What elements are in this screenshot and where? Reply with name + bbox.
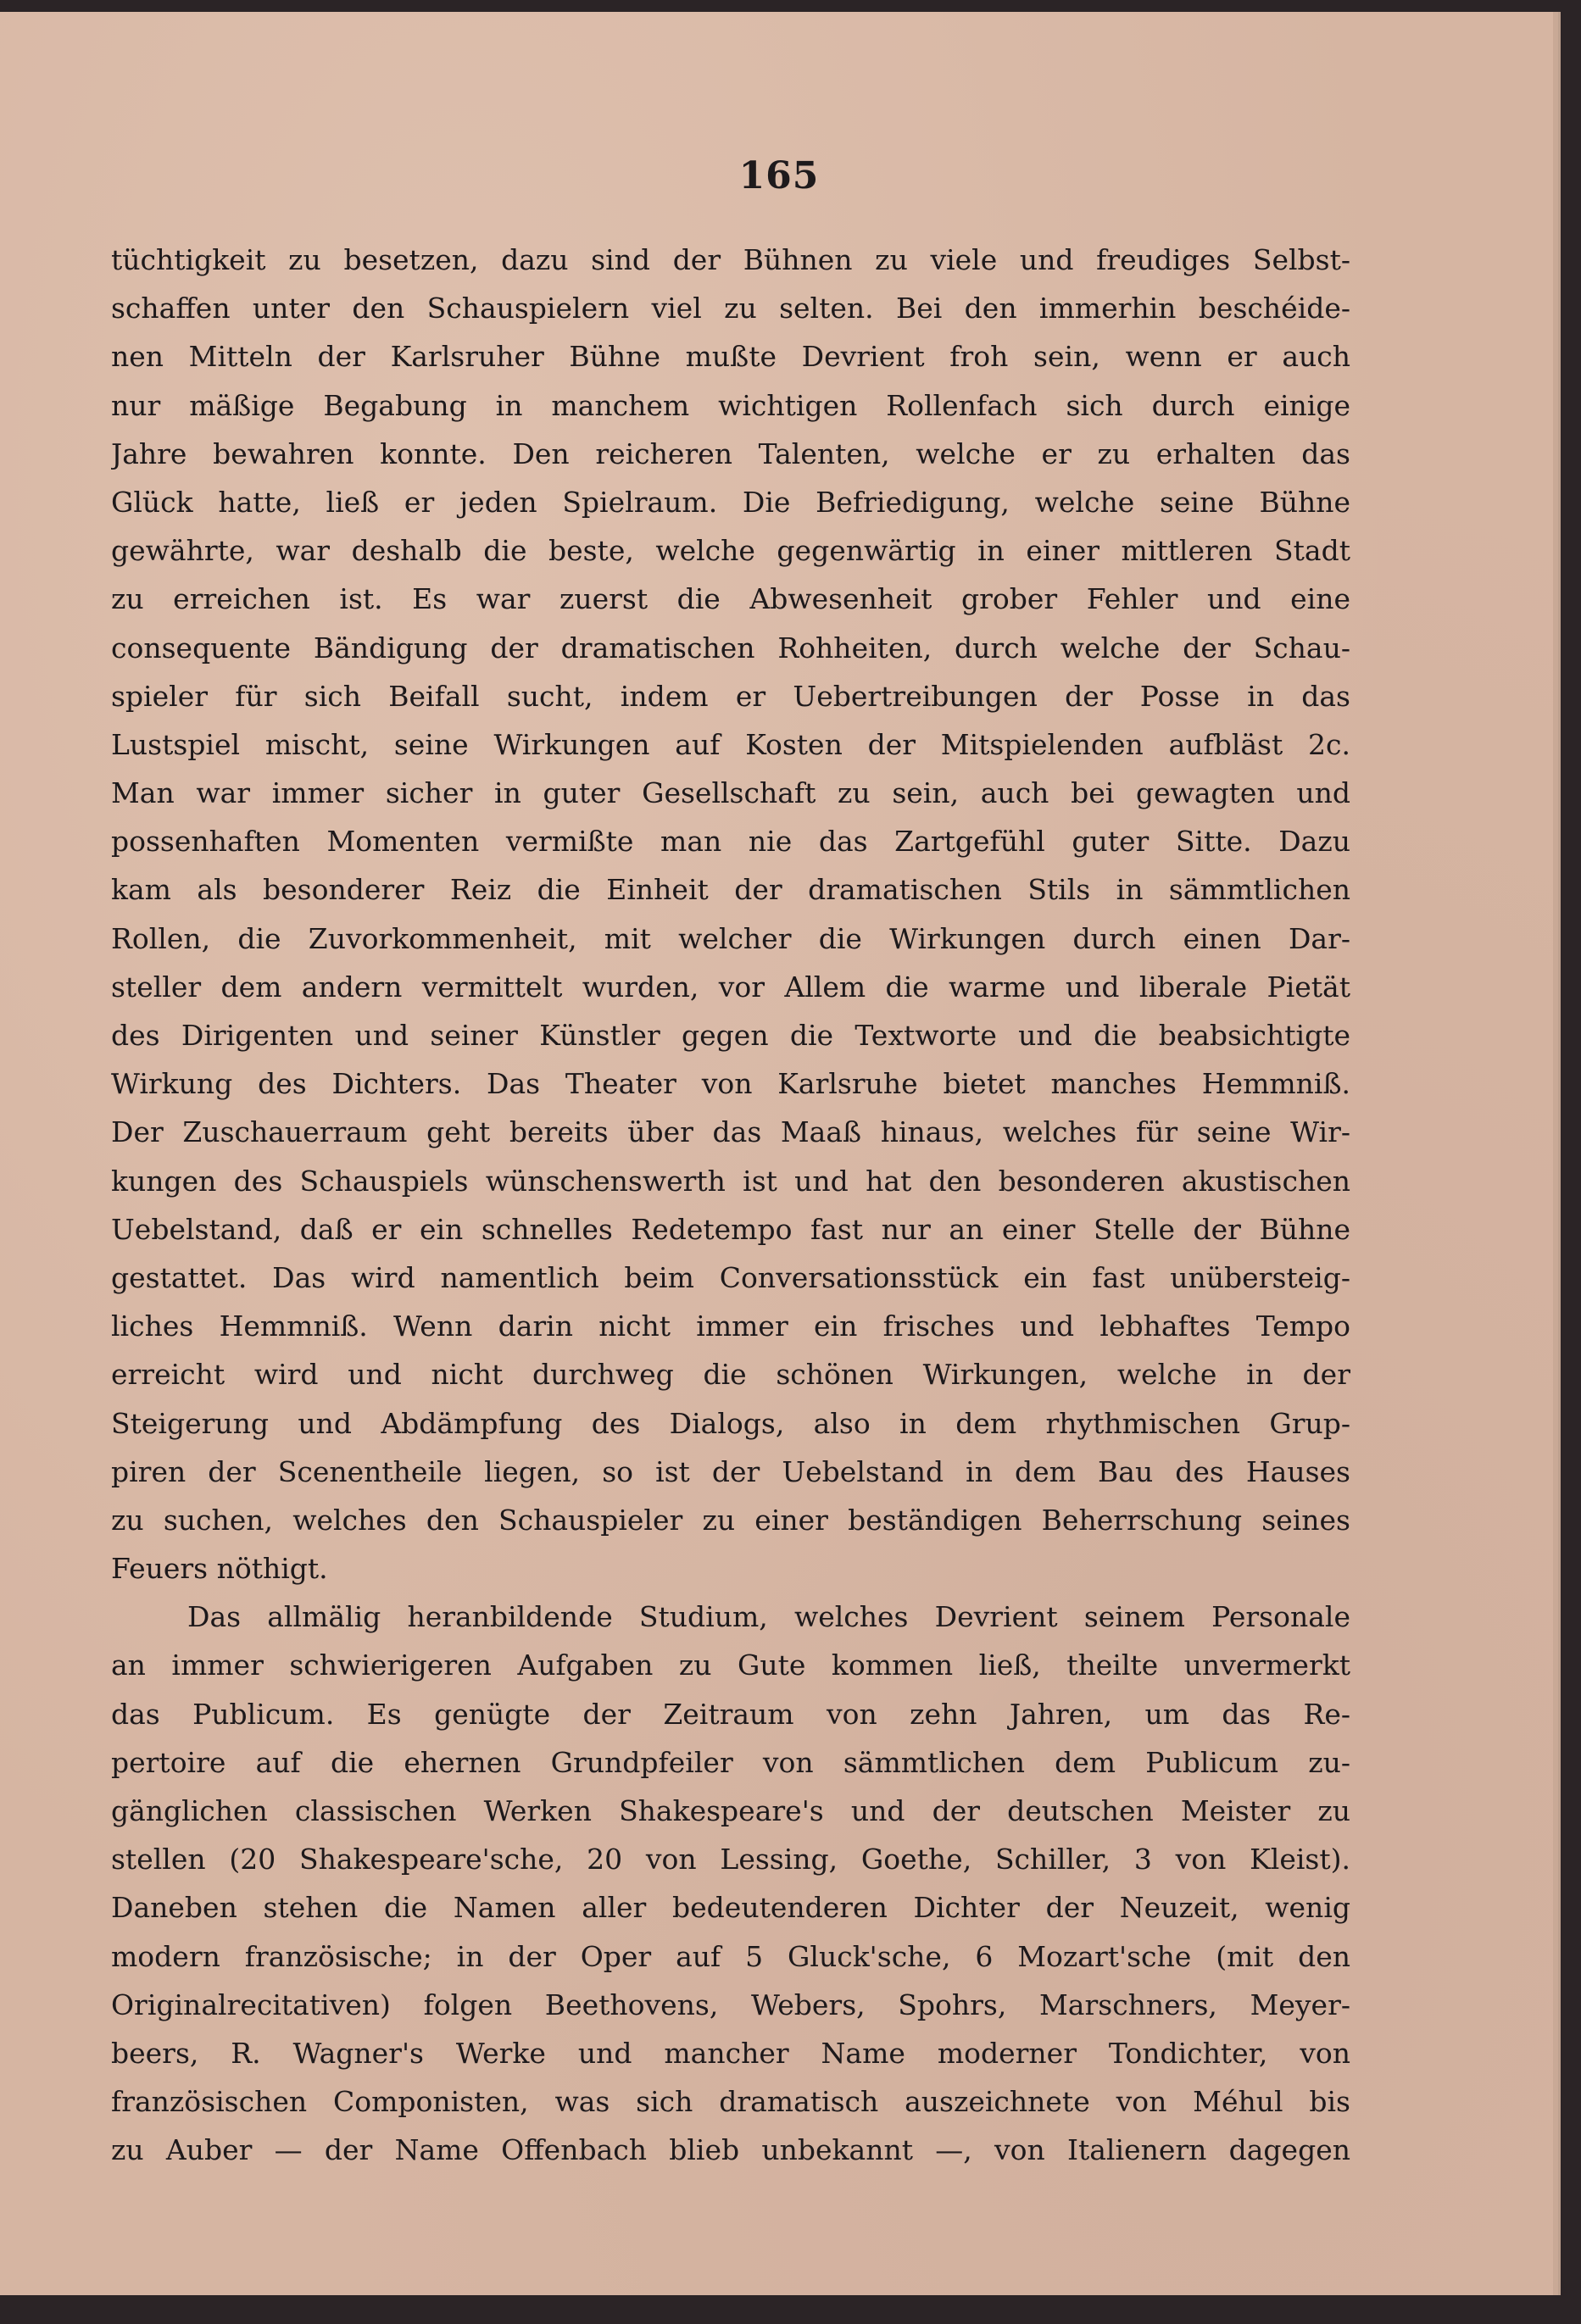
text-line: Steigerung und Abdämpfung des Dialogs, also in dem rhythmischen Grup-: [111, 1406, 1350, 1440]
text-line: das Publicum. Es genügte der Zeitraum von zehn Jahren, um das Re-: [111, 1697, 1350, 1731]
text-line: zu suchen, welches den Schauspieler zu einer beständigen Beherrschung seines: [111, 1503, 1350, 1537]
text-line: Glück hatte, ließ er jeden Spielraum. Die Befriedigung, welche seine Bühne: [111, 485, 1350, 519]
text-line: spieler für sich Beifall sucht, indem er Uebertreibungen der Posse in das: [111, 679, 1350, 713]
text-line: stellen (20 Shakespeare'sche, 20 von Lessing, Goethe, Schiller, 3 von Kleist).: [111, 1843, 1350, 1876]
text-line: pertoire auf die ehernen Grundpfeiler von sämmtlichen dem Publicum zu-: [111, 1745, 1350, 1779]
text-line: nur mäßige Begabung in manchem wichtigen Rollenfach sich durch einige: [111, 388, 1350, 422]
text-line: Uebelstand, daß er ein schnelles Redetempo fast nur an einer Stelle der Bühne: [111, 1212, 1350, 1246]
text-line: Der Zuschauerraum geht bereits über das Maaß hinaus, welches für seine Wir-: [111, 1115, 1350, 1149]
text-line: Lustspiel mischt, seine Wirkungen auf Kosten der Mitspielenden aufbläst 2c.: [111, 727, 1350, 761]
text-line: Rollen, die Zuvorkommenheit, mit welcher die Wirkungen durch einen Dar-: [111, 921, 1350, 955]
text-line: liches Hemmniß. Wenn darin nicht immer ein frisches und lebhaftes Tempo: [111, 1309, 1350, 1343]
paragraph-start-line: Das allmälig heranbildende Studium, welches Devrient seinem Personale: [187, 1600, 1350, 1634]
paragraph-end-line: Feuers nöthigt.: [111, 1552, 328, 1586]
text-line: modern französische; in der Oper auf 5 Gluck'sche, 6 Mozart'sche (mit den: [111, 1939, 1350, 1973]
text-line: Wirkung des Dichters. Das Theater von Karlsruhe bietet manches Hemmniß.: [111, 1067, 1350, 1101]
text-line: des Dirigenten und seiner Künstler gegen die Textworte und die beabsichtigte: [111, 1019, 1350, 1052]
text-line: zu erreichen ist. Es war zuerst die Abwesenheit grober Fehler und eine: [111, 582, 1350, 616]
text-line: steller dem andern vermittelt wurden, vor Allem die warme und liberale Pietät: [111, 970, 1350, 1004]
text-line: an immer schwierigeren Aufgaben zu Gute kommen ließ, theilte unvermerkt: [111, 1648, 1350, 1682]
text-line: Originalrecitativen) folgen Beethovens, Webers, Spohrs, Marschners, Meyer-: [111, 1988, 1350, 2021]
text-line: kungen des Schauspiels wünschenswerth ist und hat den besonderen akustischen: [111, 1164, 1350, 1198]
text-line: possenhaften Momenten vermißte man nie das Zartgefühl guter Sitte. Dazu: [111, 825, 1350, 859]
text-line: piren der Scenentheile liegen, so ist der Uebelstand in dem Bau des Hauses: [111, 1454, 1350, 1488]
book-page: [0, 12, 1561, 2295]
text-line: nen Mitteln der Karlsruher Bühne mußte Devrient froh sein, wenn er auch: [111, 340, 1350, 374]
text-line: tüchtigkeit zu besetzen, dazu sind der Bühnen zu viele und freudiges Selbst-: [111, 243, 1350, 276]
page-number: 165: [738, 154, 820, 197]
text-line: gewährte, war deshalb die beste, welche gegenwärtig in einer mittleren Stadt: [111, 534, 1350, 568]
text-line: gänglichen classischen Werken Shakespeare's und der deutschen Meister zu: [111, 1794, 1350, 1827]
text-line: beers, R. Wagner's Werke und mancher Name moderner Tondichter, von: [111, 2036, 1350, 2070]
text-line: gestattet. Das wird namentlich beim Conversationsstück ein fast unübersteig-: [111, 1260, 1350, 1294]
text-line: schaffen unter den Schauspielern viel zu selten. Bei den immerhin beschéide-: [111, 292, 1350, 325]
text-line: consequente Bändigung der dramatischen Rohheiten, durch welche der Schau-: [111, 631, 1350, 664]
text-line: kam als besonderer Reiz die Einheit der dramatischen Stils in sämmtlichen: [111, 873, 1350, 907]
text-line: erreicht wird und nicht durchweg die schönen Wirkungen, welche in der: [111, 1358, 1350, 1392]
text-line: Daneben stehen die Namen aller bedeutenderen Dichter der Neuzeit, wenig: [111, 1891, 1350, 1925]
text-line: Jahre bewahren konnte. Den reicheren Talenten, welche er zu erhalten das: [111, 436, 1350, 470]
body-text: [111, 236, 1350, 2175]
text-line: Man war immer sicher in guter Gesellschaft zu sein, auch bei gewagten und: [111, 776, 1350, 810]
text-line: französischen Componisten, was sich dramatisch auszeichnete von Méhul bis: [111, 2085, 1350, 2119]
text-line: zu Auber — der Name Offenbach blieb unbekannt —, von Italienern dagegen: [111, 2133, 1350, 2167]
